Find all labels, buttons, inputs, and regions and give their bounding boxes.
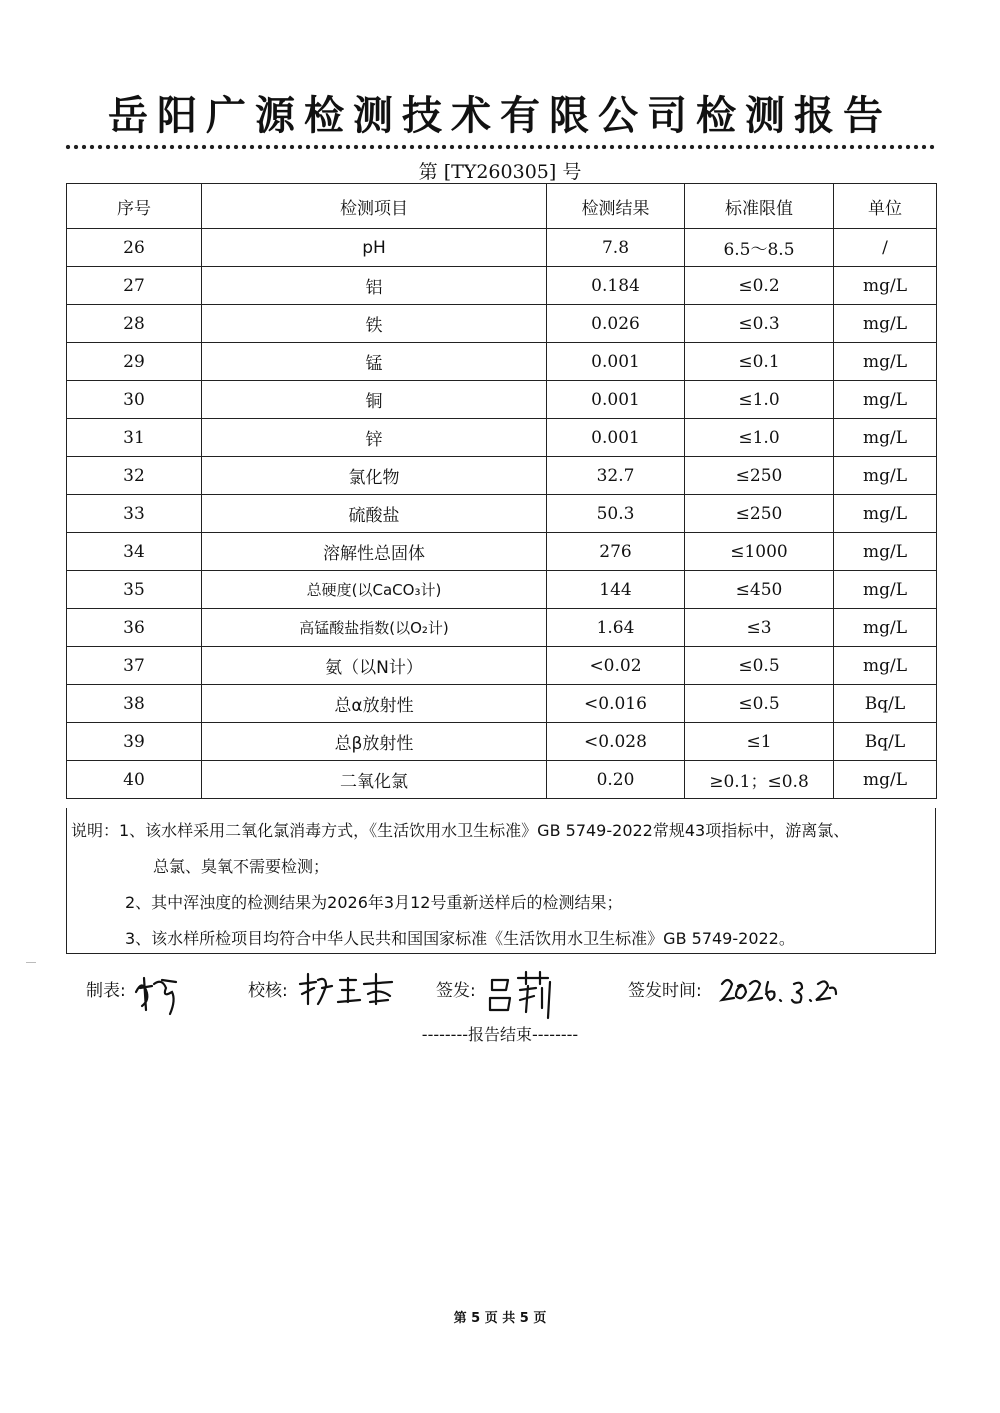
- row-no-cell: 29: [67, 343, 202, 381]
- issued-signature: [486, 970, 556, 1020]
- report-end-text: --------报告结束--------: [421, 1025, 579, 1044]
- prepared-label: 制表:: [86, 981, 126, 1001]
- notes-box: [66, 808, 936, 954]
- row-unit-cell: mg/L: [834, 609, 937, 647]
- row-unit-cell: mg/L: [834, 571, 937, 609]
- table-row: [67, 495, 937, 533]
- col-header-unit: 单位: [834, 184, 937, 229]
- report-title: 岳阳广源检测技术有限公司检测报告: [108, 93, 892, 139]
- note-line-1-cont: 总氯、臭氧不需要检测；: [153, 857, 330, 876]
- table-row: [67, 571, 937, 609]
- report-number: 第 [TY260305] 号: [418, 161, 582, 183]
- row-result-cell: <0.028: [547, 723, 685, 761]
- row-unit-cell: mg/L: [834, 495, 937, 533]
- row-limit-cell: ≤1: [685, 723, 834, 761]
- table-row: [67, 723, 937, 761]
- table-row: [67, 343, 937, 381]
- row-result-cell: 0.001: [547, 343, 685, 381]
- row-unit-cell: mg/L: [834, 457, 937, 495]
- row-limit-cell: ≤0.5: [685, 647, 834, 685]
- row-item-cell: 硫酸盐: [202, 495, 547, 533]
- results-table: [66, 183, 937, 799]
- row-result-cell: 144: [547, 571, 685, 609]
- row-result-cell: <0.02: [547, 647, 685, 685]
- row-no-cell: 33: [67, 495, 202, 533]
- row-unit-cell: mg/L: [834, 419, 937, 457]
- col-header-no: 序号: [67, 184, 202, 229]
- row-no-cell: 27: [67, 267, 202, 305]
- row-item-cell: 锌: [202, 419, 547, 457]
- row-result-cell: 0.026: [547, 305, 685, 343]
- row-limit-cell: ≤450: [685, 571, 834, 609]
- dotted-divider: [64, 143, 936, 151]
- table-row: [67, 267, 937, 305]
- table-row: [67, 533, 937, 571]
- issue-time-label: 签发时间:: [628, 981, 702, 1001]
- row-item-cell: 溶解性总固体: [202, 533, 547, 571]
- row-result-cell: 50.3: [547, 495, 685, 533]
- row-unit-cell: /: [834, 229, 937, 267]
- table-row: [67, 457, 937, 495]
- row-result-cell: 0.20: [547, 761, 685, 799]
- signature-row: [0, 970, 1000, 1020]
- row-result-cell: 276: [547, 533, 685, 571]
- row-unit-cell: Bq/L: [834, 723, 937, 761]
- row-unit-cell: mg/L: [834, 305, 937, 343]
- row-limit-cell: ≤0.5: [685, 685, 834, 723]
- row-item-cell: 高锰酸盐指数(以O₂计): [202, 609, 547, 647]
- row-limit-cell: ≥0.1；≤0.8: [685, 761, 834, 799]
- col-header-item: 检测项目: [202, 184, 547, 229]
- col-header-limit: 标准限值: [685, 184, 834, 229]
- row-item-cell: 铝: [202, 267, 547, 305]
- row-item-cell: 二氧化氯: [202, 761, 547, 799]
- table-row: [67, 305, 937, 343]
- issued-label: 签发:: [436, 981, 476, 1001]
- row-no-cell: 35: [67, 571, 202, 609]
- row-no-cell: 28: [67, 305, 202, 343]
- row-limit-cell: ≤1000: [685, 533, 834, 571]
- row-result-cell: 0.001: [547, 419, 685, 457]
- row-no-cell: 34: [67, 533, 202, 571]
- row-no-cell: 39: [67, 723, 202, 761]
- row-no-cell: 37: [67, 647, 202, 685]
- row-no-cell: 30: [67, 381, 202, 419]
- row-limit-cell: ≤250: [685, 495, 834, 533]
- row-limit-cell: ≤3: [685, 609, 834, 647]
- row-item-cell: 锰: [202, 343, 547, 381]
- col-header-result: 检测结果: [547, 184, 685, 229]
- row-no-cell: 38: [67, 685, 202, 723]
- row-unit-cell: mg/L: [834, 267, 937, 305]
- row-limit-cell: 6.5～8.5: [685, 229, 834, 267]
- row-limit-cell: ≤0.3: [685, 305, 834, 343]
- page-number: 第 5 页 共 5 页: [453, 1311, 547, 1326]
- row-unit-cell: mg/L: [834, 761, 937, 799]
- note-line-3: 3、该水样所检项目均符合中华人民共和国国家标准《生活饮用水卫生标准》GB 5749-2022。: [125, 929, 795, 948]
- table-row: [67, 609, 937, 647]
- row-unit-cell: mg/L: [834, 381, 937, 419]
- note-line-2: 2、其中浑浊度的检测结果为2026年3月12号重新送样后的检测结果；: [125, 893, 623, 912]
- scan-mark: [26, 962, 36, 963]
- row-result-cell: 1.64: [547, 609, 685, 647]
- row-no-cell: 40: [67, 761, 202, 799]
- row-limit-cell: ≤0.1: [685, 343, 834, 381]
- row-result-cell: 0.001: [547, 381, 685, 419]
- row-limit-cell: ≤250: [685, 457, 834, 495]
- row-no-cell: 32: [67, 457, 202, 495]
- row-limit-cell: ≤1.0: [685, 381, 834, 419]
- checked-label: 校核:: [248, 981, 288, 1001]
- row-no-cell: 36: [67, 609, 202, 647]
- table-row: [67, 381, 937, 419]
- row-result-cell: 0.184: [547, 267, 685, 305]
- row-item-cell: 氯化物: [202, 457, 547, 495]
- row-limit-cell: ≤1.0: [685, 419, 834, 457]
- row-item-cell: pH: [202, 229, 547, 267]
- note-line-1: 说明：1、该水样采用二氧化氯消毒方式，《生活饮用水卫生标准》GB 5749-2022常规43项指标中，游离氯、: [71, 821, 850, 840]
- table-row: [67, 229, 937, 267]
- table-header-row: [67, 184, 937, 229]
- row-no-cell: 31: [67, 419, 202, 457]
- table-row: [67, 647, 937, 685]
- row-unit-cell: mg/L: [834, 533, 937, 571]
- row-unit-cell: Bq/L: [834, 685, 937, 723]
- checked-signature: [296, 970, 396, 1012]
- row-limit-cell: ≤0.2: [685, 267, 834, 305]
- row-item-cell: 总α放射性: [202, 685, 547, 723]
- table-row: [67, 685, 937, 723]
- row-unit-cell: mg/L: [834, 647, 937, 685]
- row-item-cell: 铁: [202, 305, 547, 343]
- row-result-cell: 32.7: [547, 457, 685, 495]
- row-item-cell: 氨（以N计）: [202, 647, 547, 685]
- row-result-cell: <0.016: [547, 685, 685, 723]
- row-unit-cell: mg/L: [834, 343, 937, 381]
- issue-time-handwritten: [718, 970, 838, 1010]
- row-item-cell: 总β放射性: [202, 723, 547, 761]
- row-result-cell: 7.8: [547, 229, 685, 267]
- row-item-cell: 总硬度(以CaCO₃计): [202, 571, 547, 609]
- prepared-signature: [132, 970, 188, 1018]
- row-item-cell: 铜: [202, 381, 547, 419]
- table-row: [67, 419, 937, 457]
- table-row: [67, 761, 937, 799]
- row-no-cell: 26: [67, 229, 202, 267]
